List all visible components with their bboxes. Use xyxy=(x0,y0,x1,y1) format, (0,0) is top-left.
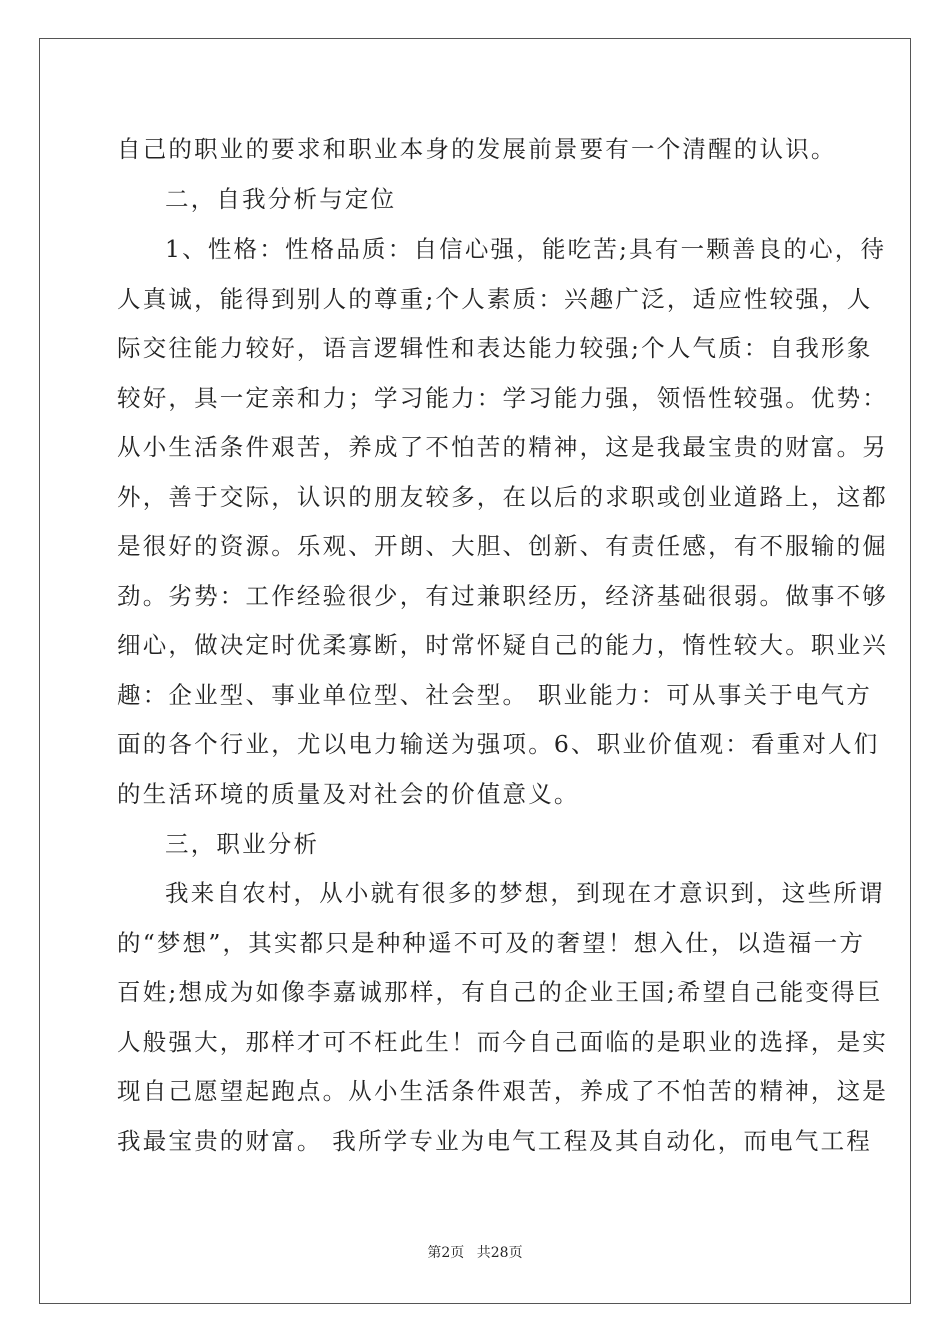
page-total: 共28页 xyxy=(476,1245,523,1261)
text-line: 的生活环境的质量及对社会的价值意义。 xyxy=(117,780,580,808)
text-line: 我来自农村，从小就有很多的梦想，到现在才意识到，这些所谓 xyxy=(165,879,885,907)
text-line: 1、性格：性格品质：自信心强，能吃苦;具有一颗善良的心，待 xyxy=(165,235,887,263)
text-line: 较好，具一定亲和力；学习能力：学习能力强，领悟性较强。优势： xyxy=(117,384,888,412)
text-line: 人真诚，能得到别人的尊重;个人素质：兴趣广泛，适应性较强，人 xyxy=(117,285,873,313)
text-line: 细心，做决定时优柔寡断，时常怀疑自己的能力，惰性较大。职业兴 xyxy=(117,631,888,659)
text-line: 现自己愿望起跑点。从小生活条件艰苦，养成了不怕苦的精神，这是 xyxy=(117,1077,888,1105)
text-line: 百姓;想成为如像李嘉诚那样，有自己的企业王国;希望自己能变得巨 xyxy=(117,978,883,1006)
text-line: 的“梦想”，其实都只是种种遥不可及的奢望！想入仕，以造福一方 xyxy=(117,929,866,957)
page-border xyxy=(39,38,911,1304)
text-line: 趣：企业型、事业单位型、社会型。 职业能力：可从事关于电气方 xyxy=(117,681,872,709)
text-line: 面的各个行业，尤以电力输送为强项。6、职业价值观：看重对人们 xyxy=(117,730,880,758)
section-heading: 二，自我分析与定位 xyxy=(165,185,397,213)
page-number: 第2页 xyxy=(427,1245,465,1261)
text-line: 外，善于交际，认识的朋友较多，在以后的求职或创业道路上，这都 xyxy=(117,483,888,511)
page-footer xyxy=(0,1242,950,1262)
section-heading: 三，职业分析 xyxy=(165,830,320,858)
text-line: 际交往能力较好，语言逻辑性和表达能力较强;个人气质：自我形象 xyxy=(117,334,873,362)
text-line: 自己的职业的要求和职业本身的发展前景要有一个清醒的认识。 xyxy=(117,135,837,163)
text-line: 人般强大，那样才可不枉此生！而今自己面临的是职业的选择，是实 xyxy=(117,1028,888,1056)
text-line: 是很好的资源。乐观、开朗、大胆、创新、有责任感，有不服输的倔 xyxy=(117,532,888,560)
text-line: 我最宝贵的财富。 我所学专业为电气工程及其自动化，而电气工程 xyxy=(117,1127,872,1155)
text-line: 劲。劣势：工作经验很少，有过兼职经历，经济基础很弱。做事不够 xyxy=(117,582,888,610)
text-line: 从小生活条件艰苦，养成了不怕苦的精神，这是我最宝贵的财富。另 xyxy=(117,433,888,461)
